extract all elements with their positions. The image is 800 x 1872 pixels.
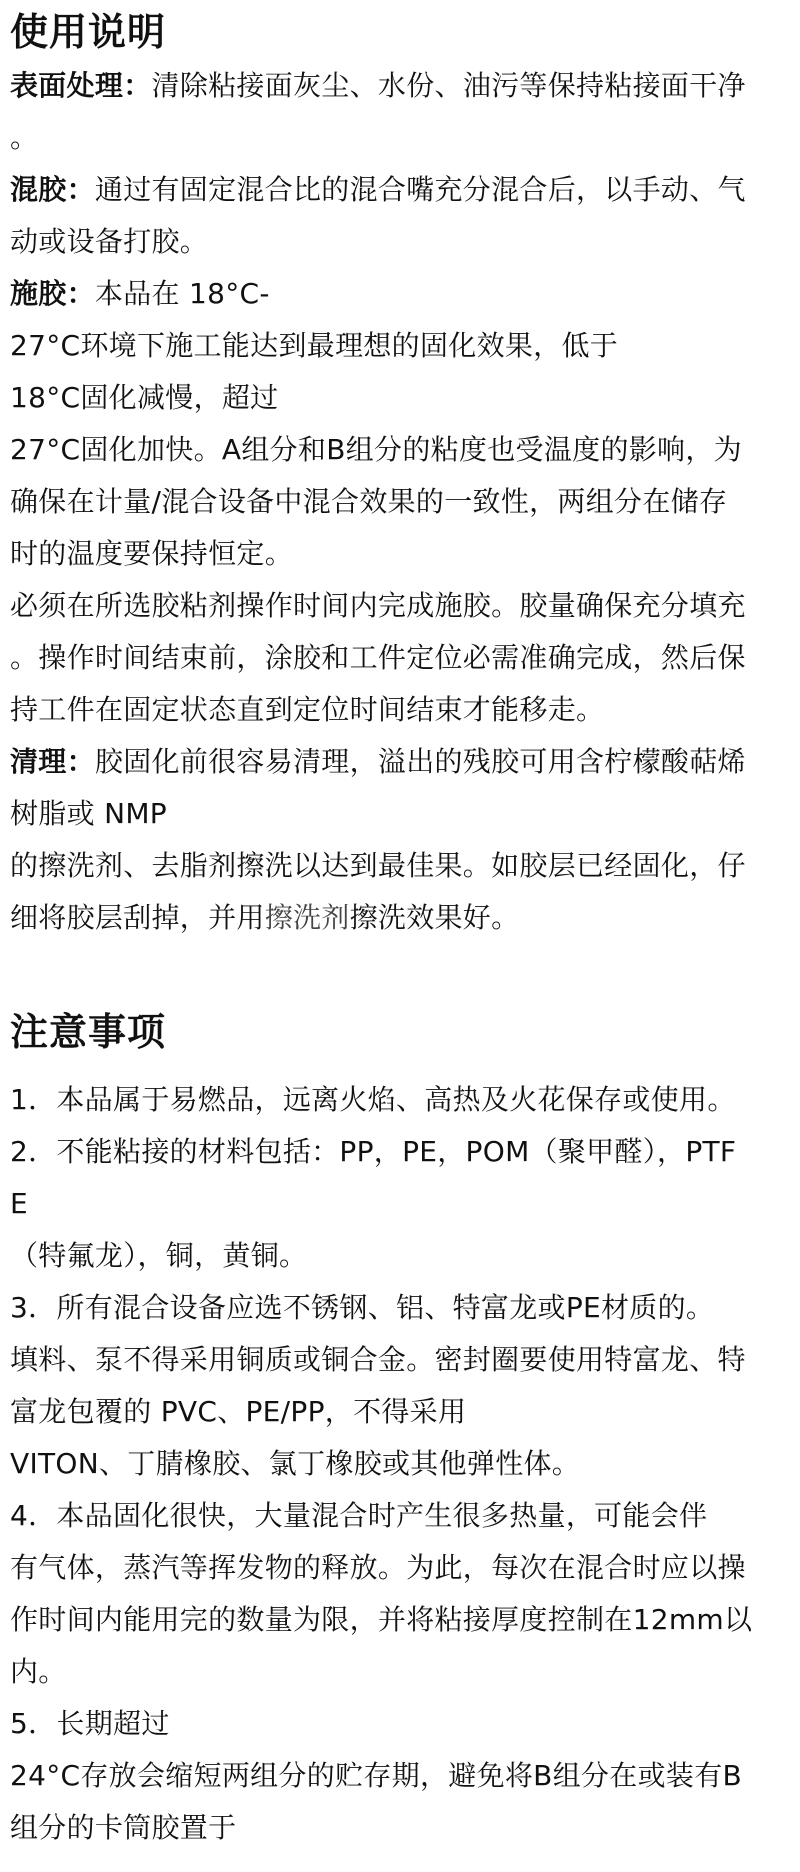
- application-label: 施胶：: [10, 277, 95, 310]
- notice-line: E: [10, 1187, 28, 1220]
- notice-line: （特氟龙），铜，黄铜。: [10, 1239, 308, 1272]
- notice-line: 2．不能粘接的材料包括：PP，PE，POM（聚甲醛），PTF: [10, 1135, 737, 1168]
- text-line: 必须在所选胶粘剂操作时间内完成施胶。胶量确保充分填充: [10, 589, 746, 622]
- mixing-paragraph: [10, 164, 790, 216]
- surface-treatment-label: 表面处理：: [10, 69, 152, 102]
- text-run: 擦洗效果好。: [349, 901, 520, 934]
- text-run: 擦洗剂: [264, 901, 350, 934]
- notice-line: 作时间内能用完的数量为限，并将粘接厚度控制在12mm以: [10, 1603, 753, 1636]
- text-line: 时的温度要保持恒定。: [10, 537, 294, 570]
- surface-treatment-paragraph: [10, 60, 790, 112]
- text-line: 持工件在固定状态直到定位时间结束才能移走。: [10, 693, 605, 726]
- cleaning-paragraph: [10, 736, 790, 788]
- notice-line: 5．长期超过: [10, 1707, 170, 1740]
- notice-line: 有气体，蒸汽等挥发物的释放。为此，每次在混合时应以操: [10, 1551, 746, 1584]
- notice-line: 内。: [10, 1655, 67, 1688]
- text-line: 。操作时间结束前，涂胶和工件定位必需准确完成，然后保: [10, 641, 746, 674]
- section-spacer: [10, 1060, 790, 1074]
- section-spacer: [10, 944, 790, 1004]
- application-text: 本品在 18°C-: [94, 277, 270, 310]
- cleaning-text: 胶固化前很容易清理，溢出的残胶可用含柠檬酸萜烯: [94, 745, 746, 778]
- notice-line: 24°C存放会缩短两组分的贮存期，避免将B组分在或装有B: [10, 1759, 742, 1792]
- text-line: 18°C固化减慢，超过: [10, 381, 279, 414]
- text-line: [10, 892, 790, 944]
- notice-line: 4．本品固化很快，大量混合时产生很多热量，可能会伴: [10, 1499, 708, 1532]
- text-run: 细将胶层刮掉，并用: [10, 901, 265, 934]
- text-line: 树脂或 NMP: [10, 797, 167, 830]
- notice-line: 3．所有混合设备应选不锈钢、铝、特富龙或PE材质的。: [10, 1291, 715, 1324]
- section-title-notes: 注意事项: [10, 1010, 167, 1054]
- text-line: 的擦洗剂、去脂剂擦洗以达到最佳果。如胶层已经固化，仔: [10, 849, 746, 882]
- text-line: 。: [10, 121, 39, 154]
- notice-line: 组分的卡筒胶置于: [10, 1811, 237, 1844]
- text-line: 确保在计量/混合设备中混合效果的一致性，两组分在储存: [10, 485, 728, 518]
- notice-line: 富龙包覆的 PVC、PE/PP，不得采用: [10, 1395, 467, 1428]
- application-paragraph: [10, 268, 790, 320]
- text-line: 27°C固化加快。A组分和B组分的粘度也受温度的影响，为: [10, 433, 742, 466]
- mixing-label: 混胶：: [10, 173, 95, 206]
- text-line: 27°C环境下施工能达到最理想的固化效果，低于: [10, 329, 619, 362]
- notice-line: 填料、泵不得采用铜质或铜合金。密封圈要使用特富龙、特: [10, 1343, 746, 1376]
- notice-line: VITON、丁腈橡胶、氯丁橡胶或其他弹性体。: [10, 1447, 581, 1480]
- cleaning-label: 清理：: [10, 745, 95, 778]
- section-title-usage: 使用说明: [10, 10, 167, 54]
- notice-line: 1．本品属于易燃品，远离火焰、高热及火花保存或使用。: [10, 1083, 736, 1116]
- surface-treatment-text: 清除粘接面灰尘、水份、油污等保持粘接面干净: [151, 69, 746, 102]
- mixing-text: 通过有固定混合比的混合嘴充分混合后，以手动、气: [94, 173, 746, 206]
- text-line: 动或设备打胶。: [10, 225, 209, 258]
